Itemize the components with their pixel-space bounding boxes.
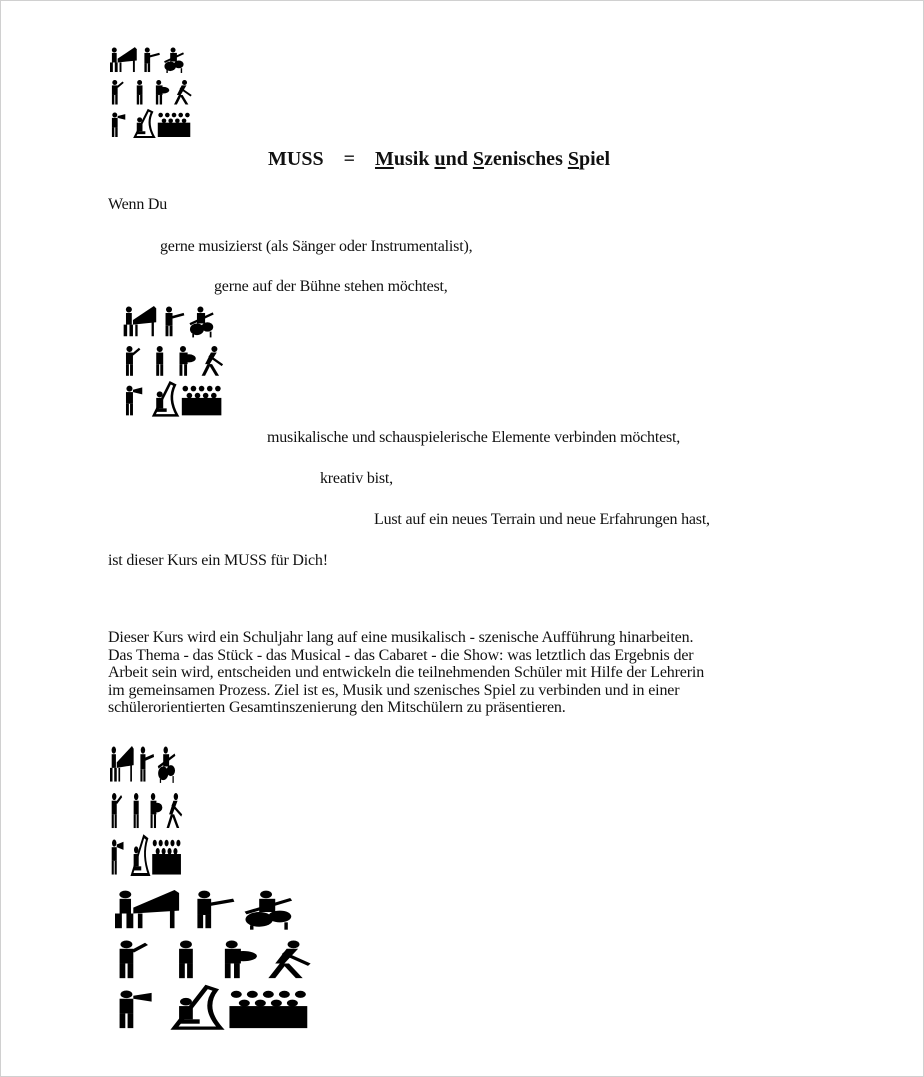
musicians-clipart [110, 46, 196, 142]
bullet-line-4: kreativ bist, [320, 470, 393, 487]
page-title: MUSS = Musik und Szenisches Spiel [268, 148, 611, 170]
paragraph-line: im gemeinsamen Prozess. Ziel ist es, Musik und szenisches Spiel zu verbinden und in einer [108, 681, 680, 699]
musicians-clipart [115, 890, 321, 1034]
paragraph-line: Dieser Kurs wird ein Schuljahr lang auf eine musikalisch - szenische Aufführung hinarbeiten. [108, 629, 694, 646]
bullet-line-2: gerne auf der Bühne stehen möchtest, [214, 278, 448, 295]
conclusion-line: ist dieser Kurs ein MUSS für Dich! [108, 552, 328, 569]
course-description [108, 629, 808, 717]
musicians-clipart [110, 746, 186, 880]
bullet-line-3: musikalische und schauspielerische Elemente verbinden möchtest, [267, 429, 681, 446]
paragraph-line: schülerorientierten Gesamtinszenierung den Mitschülern zu präsentieren. [108, 699, 566, 716]
bullet-line-5: Lust auf ein neues Terrain und neue Erfahrungen hast, [374, 511, 710, 528]
paragraph-line: Arbeit sein wird, entscheiden und entwickeln die teilnehmenden Schüler mit Hilfe der Lehrerin [108, 664, 705, 681]
paragraph-line: Das Thema - das Stück - das Musical - das Cabaret - die Show: was letztlich das Ergebnis der [108, 646, 694, 664]
intro-line: Wenn Du [108, 196, 168, 213]
musicians-clipart [113, 306, 239, 420]
bullet-line-1: gerne musizierst (als Sänger oder Instrumentalist), [160, 238, 473, 255]
